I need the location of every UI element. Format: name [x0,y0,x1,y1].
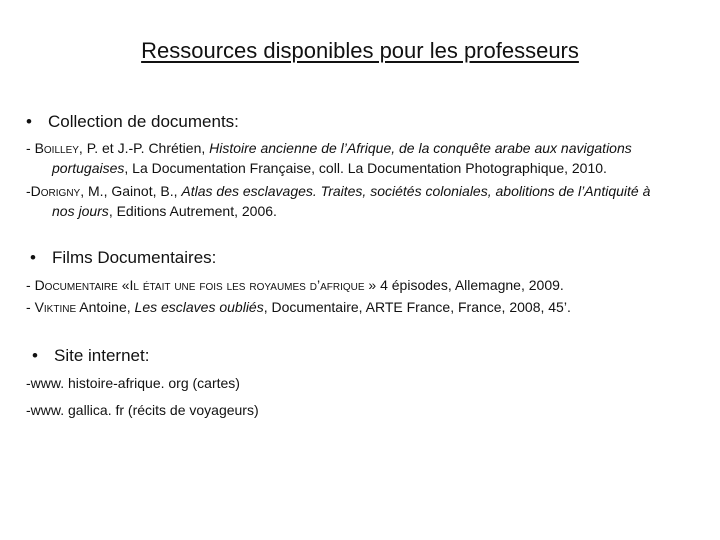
link-text[interactable]: -www. histoire-afrique. org (cartes) [26,375,240,391]
reference-entry-continued: nos jours, Editions Autrement, 2006. [52,203,277,219]
heading-label: Collection de documents: [48,112,239,131]
author: Viktine [34,299,77,315]
film-entry: - Documentaire «Il était une fois les royaumes d’afrique » 4 épisodes, Allemagne, 2009. [26,277,564,293]
heading-label: Site internet: [54,346,150,365]
website-link[interactable] [26,374,240,392]
section-heading-documents [26,112,239,132]
website-link[interactable] [26,401,259,419]
work-title: Histoire ancienne de l’Afrique, de la conquête arabe aux navigations [209,140,632,156]
section-heading-films [30,248,216,268]
work-title: Les esclaves oubliés [134,299,264,315]
author: Documentaire [34,277,118,293]
reference-entry: - Boilley, P. et J.-P. Chrétien, Histoire ancienne de l’Afrique, de la conquête arabe aux navigations [26,140,632,156]
heading-label: Films Documentaires: [52,248,217,267]
author: Boilley [34,140,79,156]
reference-entry-continued: portugaises, La Documentation Française, coll. La Documentation Photographique, 2010. [52,160,607,176]
work-title: Atlas des esclavages. Traites, sociétés coloniales, abolitions de l’Antiquité à [181,183,651,199]
work-title-cont: portugaises [52,160,125,176]
bullet-icon: • [30,248,36,267]
bullet-icon: • [32,346,38,365]
work-title-cont: nos jours [52,203,109,219]
page-title: Ressources disponibles pour les professeurs [141,38,579,63]
reference-entry: -Dorigny, M., Gainot, B., Atlas des esclavages. Traites, sociétés coloniales, abolitions de l’Antiquité à [26,183,651,199]
bullet-icon: • [26,112,32,131]
work-title: Il était une fois les royaumes d’afrique [129,277,365,293]
section-heading-websites [32,346,149,366]
film-entry: - Viktine Antoine, Les esclaves oubliés, Documentaire, ARTE France, France, 2008, 45’. [26,299,571,315]
author: Dorigny [30,183,81,199]
link-text[interactable]: -www. gallica. fr (récits de voyageurs) [26,402,259,418]
